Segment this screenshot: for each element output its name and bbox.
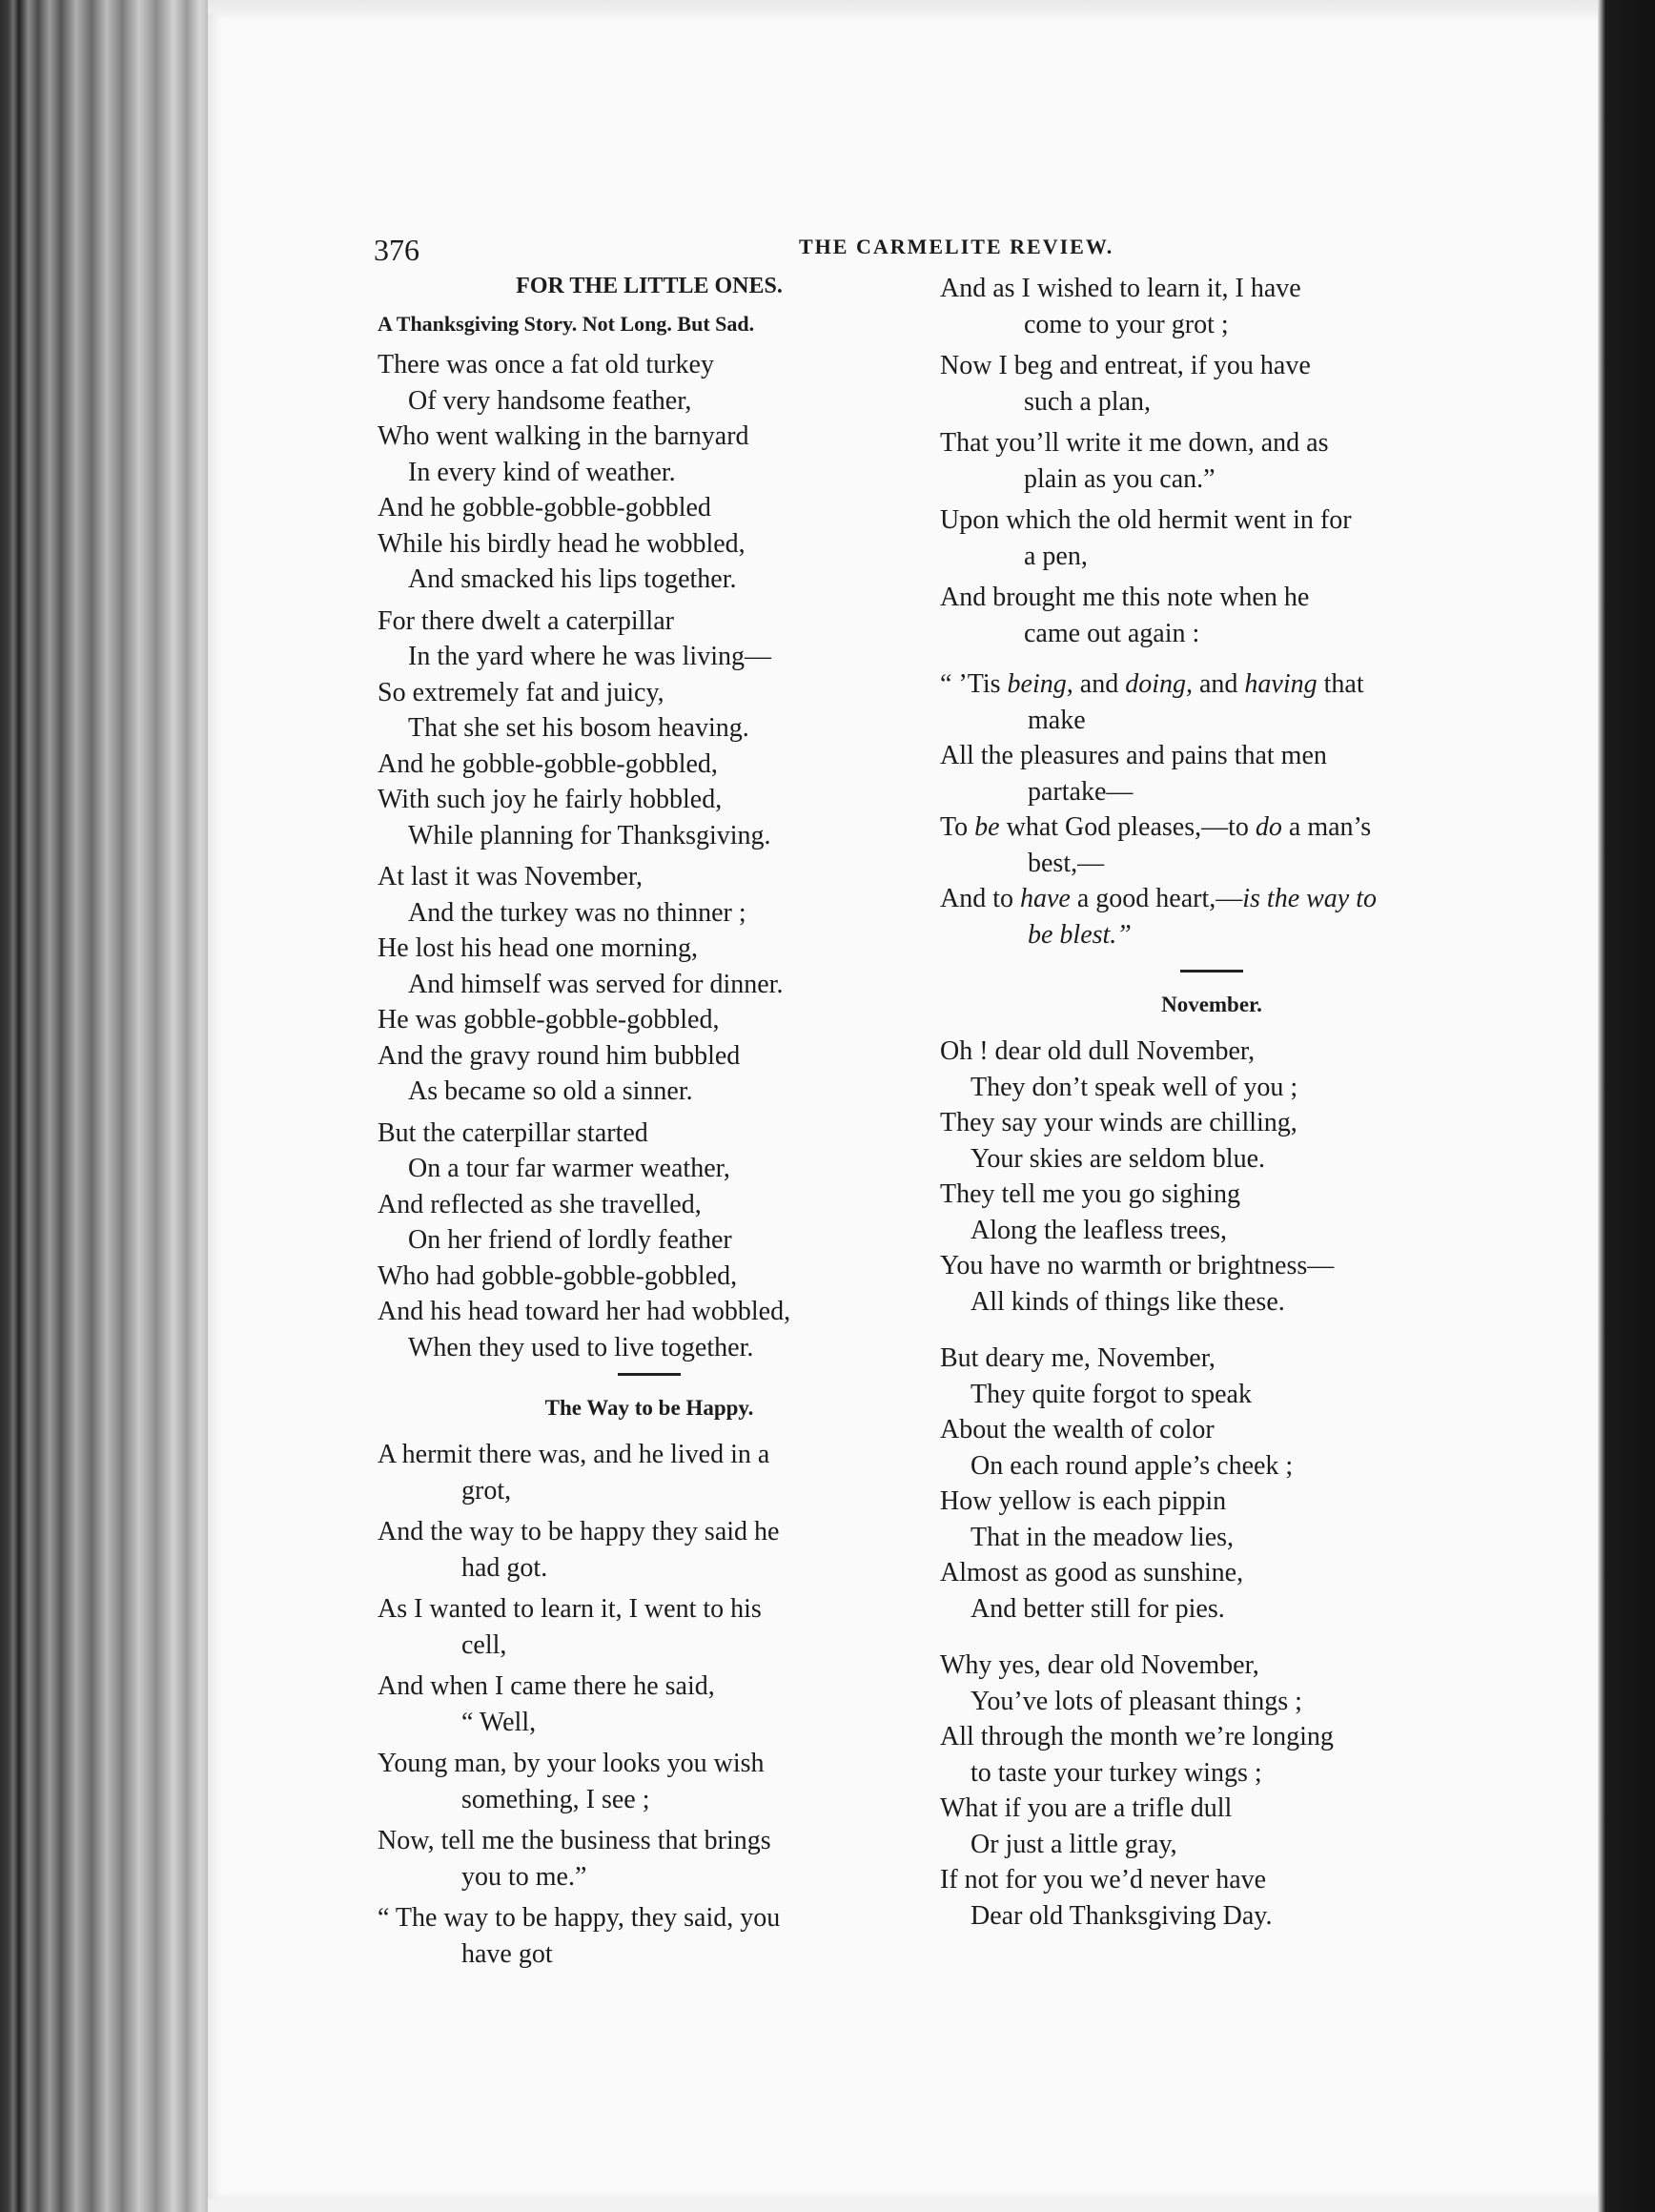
verse-line: had got. — [461, 1552, 548, 1583]
stanza — [378, 347, 921, 598]
verse-line: When they used to live together. — [408, 1332, 754, 1362]
verse-line: And himself was served for dinner. — [408, 969, 784, 999]
section-title: FOR THE LITTLE ONES. — [516, 274, 783, 298]
stanza — [940, 580, 1483, 651]
verse-line: All through the month we’re longing — [940, 1722, 1334, 1751]
verse-line: You’ve lots of pleasant things ; — [971, 1686, 1302, 1716]
verse-line: They don’t speak well of you ; — [971, 1072, 1298, 1102]
verse-line: And better still for pies. — [971, 1593, 1225, 1624]
verse-line: They tell me you go sighing — [940, 1179, 1240, 1209]
note-line: And to have a good heart,—is the way to — [940, 884, 1378, 913]
page-number: 376 — [374, 233, 419, 267]
divider-rule — [618, 1373, 681, 1376]
verse-line: A hermit there was, and he lived in a — [378, 1440, 770, 1469]
verse-line: such a plan, — [1024, 386, 1151, 417]
happy-poem-part-2 — [940, 271, 1483, 651]
stanza — [378, 1437, 921, 1508]
verse-line: In the yard where he was living— — [408, 642, 771, 671]
stanza — [378, 1591, 921, 1663]
verse-line: Oh ! dear old dull November, — [940, 1036, 1256, 1066]
verse-line: grot, — [461, 1475, 512, 1505]
verse-line: He lost his head one morning, — [378, 933, 698, 963]
verse-line: Upon which the old hermit went in for — [940, 505, 1352, 535]
stanza — [378, 1823, 921, 1895]
section-subtitle: A Thanksgiving Story. Not Long. But Sad. — [378, 312, 755, 336]
stanza — [940, 1648, 1483, 1934]
stanza — [378, 1900, 921, 1972]
stanza — [378, 859, 921, 1110]
facing-page-edge — [1598, 0, 1655, 2212]
stanza — [940, 502, 1483, 574]
stanza — [378, 1116, 921, 1366]
verse-line: They say your winds are chilling, — [940, 1108, 1297, 1137]
stanza — [940, 271, 1483, 342]
verse-line: Young man, by your looks you wish — [378, 1749, 765, 1778]
verse-line: But the caterpillar started — [378, 1117, 648, 1148]
note-line: best,— — [1028, 848, 1105, 878]
verse-line: About the wealth of color — [940, 1415, 1215, 1444]
verse-line: a pen, — [1024, 541, 1088, 571]
verse-line: Of very handsome feather, — [408, 385, 692, 416]
verse-line: As I wanted to learn it, I went to his — [378, 1594, 762, 1624]
verse-line: And brought me this note when he — [940, 583, 1310, 612]
verse-line: Along the leafless trees, — [971, 1215, 1228, 1245]
verse-line: That she set his bosom heaving. — [408, 713, 749, 743]
verse-line: For there dwelt a caterpillar — [378, 605, 674, 636]
note-line: be blest.” — [1028, 919, 1132, 950]
verse-line: “ The way to be happy, they said, you — [378, 1903, 781, 1933]
verse-line: How yellow is each pippin — [940, 1486, 1227, 1516]
book-spine — [0, 0, 208, 2212]
verse-line: On a tour far warmer weather, — [408, 1154, 730, 1183]
verse-line: And smacked his lips together. — [408, 564, 737, 594]
verse-line: They quite forgot to speak — [971, 1379, 1252, 1409]
verse-line: And as I wished to learn it, I have — [940, 274, 1301, 303]
verse-line: You have no warmth or brightness— — [940, 1251, 1335, 1280]
right-column — [940, 267, 1483, 1937]
stanza — [378, 604, 921, 854]
verse-line: That you’ll write it me down, and as — [940, 428, 1329, 458]
verse-line: And reflected as she travelled, — [378, 1189, 702, 1219]
verse-line: Almost as good as sunshine, — [940, 1558, 1244, 1587]
verse-line: Who went walking in the barnyard — [378, 421, 749, 451]
verse-line: And he gobble-gobble-gobbled — [378, 493, 711, 522]
verse-line: With such joy he fairly hobbled, — [378, 785, 723, 814]
verse-line: something, I see ; — [461, 1784, 650, 1814]
verse-line: came out again : — [1024, 618, 1200, 648]
verse-line: come to your grot ; — [1024, 309, 1229, 339]
verse-line: What if you are a trifle dull — [940, 1793, 1233, 1823]
verse-line: And he gobble-gobble-gobbled, — [378, 748, 718, 779]
running-head: THE CARMELITE REVIEW. — [799, 235, 1114, 258]
verse-line: That in the meadow lies, — [971, 1522, 1235, 1552]
verse-line: And the way to be happy they said he — [378, 1517, 780, 1546]
verse-line: cell, — [461, 1629, 507, 1660]
verse-line: And his head toward her had wobbled, — [378, 1297, 791, 1326]
divider-rule — [1180, 970, 1243, 973]
stanza — [378, 1514, 921, 1586]
verse-line: Why yes, dear old November, — [940, 1650, 1259, 1680]
stanza — [940, 348, 1483, 420]
verse-line: And when I came there he said, — [378, 1671, 715, 1701]
verse-line: plain as you can.” — [1024, 463, 1216, 494]
note-line: All the pleasures and pains that men — [940, 741, 1327, 770]
stanza — [378, 1746, 921, 1817]
verse-line: While his birdly head he wobbled, — [378, 528, 746, 559]
happy-poem-title: The Way to be Happy. — [544, 1396, 754, 1420]
verse-line: While planning for Thanksgiving. — [408, 820, 771, 850]
note-line: partake— — [1028, 776, 1134, 807]
stanza — [940, 425, 1483, 497]
verse-line: Dear old Thanksgiving Day. — [971, 1900, 1273, 1931]
verse-line: Or just a little gray, — [971, 1829, 1177, 1859]
verse-line: All kinds of things like these. — [971, 1286, 1285, 1317]
note-line: To be what God pleases,—to do a man’s — [940, 812, 1372, 842]
verse-line: to taste your turkey wings ; — [971, 1757, 1262, 1788]
verse-line: So extremely fat and juicy, — [378, 677, 664, 707]
verse-line: He was gobble-gobble-gobbled, — [378, 1005, 720, 1034]
happy-poem-part-1 — [378, 1437, 921, 1972]
verse-line: you to me.” — [461, 1861, 587, 1892]
verse-line: But deary me, November, — [940, 1343, 1216, 1373]
verse-line: There was once a fat old turkey — [378, 350, 714, 379]
verse-line: In every kind of weather. — [408, 457, 676, 487]
note-line: make — [1028, 705, 1086, 735]
november-poem-title: November. — [1161, 993, 1262, 1016]
verse-line: At last it was November, — [378, 862, 644, 891]
verse-line: Now, tell me the business that brings — [378, 1826, 771, 1855]
verse-line: If not for you we’d never have — [940, 1865, 1267, 1895]
hermit-note — [940, 666, 1483, 952]
verse-line: Your skies are seldom blue. — [971, 1143, 1266, 1174]
stanza — [940, 1034, 1483, 1320]
verse-line: And the turkey was no thinner ; — [408, 897, 746, 928]
verse-line: As became so old a sinner. — [408, 1076, 693, 1106]
verse-line: Who had gobble-gobble-gobbled, — [378, 1260, 738, 1291]
verse-line: Now I beg and entreat, if you have — [940, 351, 1311, 380]
turkey-poem — [378, 347, 921, 1365]
stanza — [940, 1341, 1483, 1627]
verse-line: On her friend of lordly feather — [408, 1225, 732, 1255]
verse-line: And the gravy round him bubbled — [378, 1040, 741, 1071]
november-poem — [940, 1034, 1483, 1934]
left-column — [378, 267, 921, 1976]
verse-line: have got — [461, 1938, 553, 1969]
verse-line: “ Well, — [461, 1707, 537, 1737]
note-line: “ ’Tis being, and doing, and having that — [940, 669, 1364, 699]
stanza — [378, 1669, 921, 1740]
verse-line: On each round apple’s cheek ; — [971, 1450, 1294, 1481]
